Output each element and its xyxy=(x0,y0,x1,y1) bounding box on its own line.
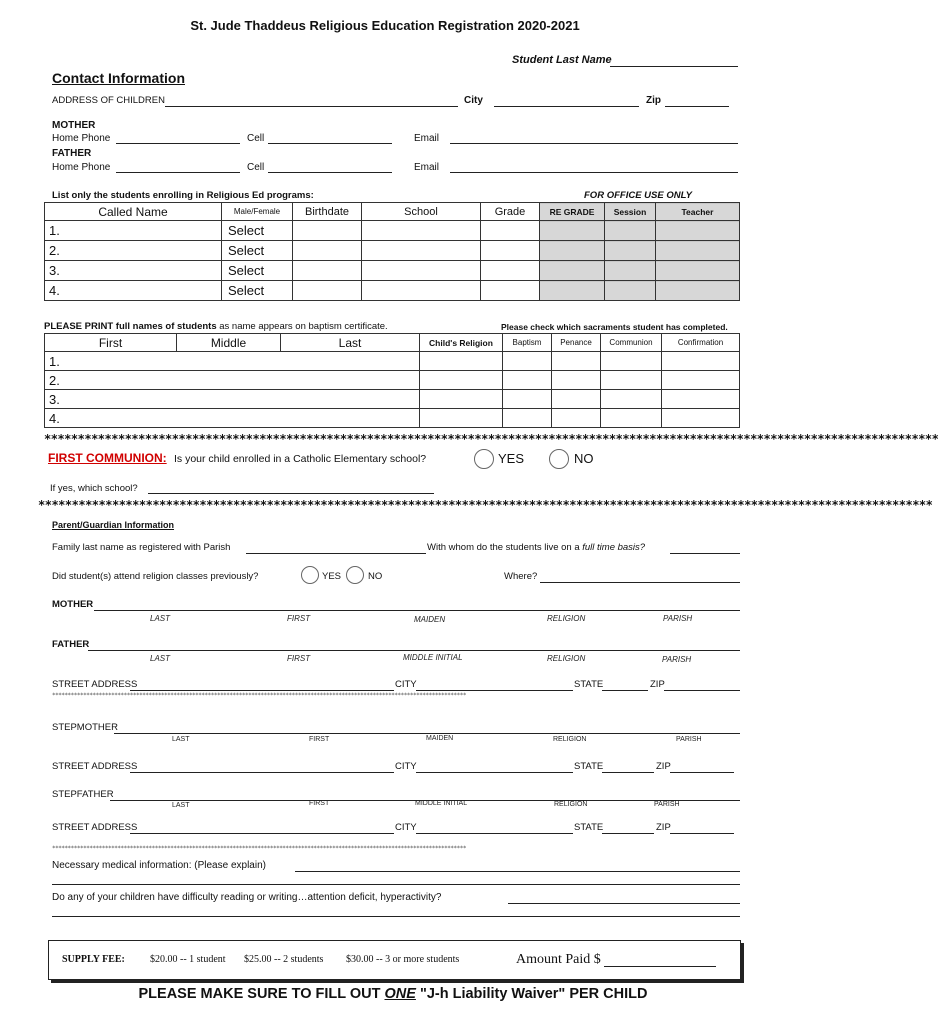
cap-maiden: MAIDEN xyxy=(414,615,446,624)
first-communion-label: FIRST COMMUNION: xyxy=(48,451,167,465)
zip-label-2: ZIP xyxy=(650,679,665,690)
religion-cell[interactable] xyxy=(420,409,503,428)
street-label: STREET ADDRESS xyxy=(52,822,138,833)
office-cell xyxy=(605,221,656,241)
fc-no-radio[interactable] xyxy=(549,449,569,469)
where-field[interactable] xyxy=(540,570,740,583)
grade-cell[interactable] xyxy=(481,281,540,301)
office-cell xyxy=(656,261,740,281)
cap-religion: RELIGION xyxy=(547,654,586,663)
cap-first: FIRST xyxy=(309,736,330,743)
row-number[interactable]: 4. xyxy=(45,409,420,428)
fee-label: SUPPLY FEE: xyxy=(62,954,125,965)
zip-label: Zip xyxy=(646,95,661,106)
office-cell xyxy=(540,261,605,281)
school-cell[interactable] xyxy=(362,221,481,241)
street-field[interactable] xyxy=(130,678,394,691)
stepmother-name-field[interactable] xyxy=(114,721,740,734)
check-cell[interactable] xyxy=(601,352,662,371)
amount-paid-label: Amount Paid $ xyxy=(516,952,601,967)
cap-parish: PARISH xyxy=(654,801,680,808)
mother-home-phone-label: Home Phone xyxy=(52,133,111,144)
col-communion: Communion xyxy=(601,334,662,352)
fc-yes-radio[interactable] xyxy=(474,449,494,469)
check-cell[interactable] xyxy=(552,409,601,428)
religion-cell[interactable] xyxy=(420,371,503,390)
father-email-label: Email xyxy=(414,162,440,173)
contact-heading: Contact Information xyxy=(52,70,185,86)
birthdate-cell[interactable] xyxy=(293,281,362,301)
students-table xyxy=(44,202,740,301)
divider-stars: ************************************************************************************************************************************* xyxy=(52,692,466,699)
fc-no-label: NO xyxy=(574,451,594,466)
office-cell xyxy=(605,241,656,261)
col-confirmation: Confirmation xyxy=(662,334,740,352)
city-label-3: CITY xyxy=(395,761,417,772)
check-cell[interactable] xyxy=(662,390,740,409)
birthdate-cell[interactable] xyxy=(293,241,362,261)
divider-stars: ************************************************************************************************************************************* xyxy=(52,845,466,852)
stepfather-label: STEPFATHER xyxy=(52,789,114,800)
row-number: 1. xyxy=(45,221,222,241)
mother-home-phone-field[interactable] xyxy=(116,131,240,144)
cap-last: LAST xyxy=(172,802,190,809)
attended-no-label: NO xyxy=(368,571,383,582)
table-row xyxy=(45,371,740,390)
cap-last: LAST xyxy=(172,736,190,743)
footer-one: ONE xyxy=(384,986,416,1002)
cap-middle: MIDDLE INITIAL xyxy=(415,800,468,807)
attended-yes-radio[interactable] xyxy=(301,566,319,584)
parent-father-label: FATHER xyxy=(52,639,90,650)
city-label: City xyxy=(464,95,483,106)
grade-cell[interactable] xyxy=(481,261,540,281)
city-field-4[interactable] xyxy=(416,821,573,834)
religion-cell[interactable] xyxy=(420,390,503,409)
check-cell[interactable] xyxy=(662,352,740,371)
footer-pre: PLEASE MAKE SURE TO FILL OUT xyxy=(138,986,385,1002)
birthdate-cell[interactable] xyxy=(293,221,362,241)
parent-heading: Parent/Guardian Information xyxy=(52,520,175,530)
attended-question: Did student(s) attend religion classes previously? xyxy=(52,571,259,582)
address-field[interactable] xyxy=(165,94,458,107)
table-row xyxy=(45,409,740,428)
cap-maiden: MAIDEN xyxy=(426,735,454,742)
zip-label-3: ZIP xyxy=(656,761,671,772)
stepmother-label: STEPMOTHER xyxy=(52,722,118,733)
row-number[interactable]: 2. xyxy=(45,371,420,390)
fee-two: $25.00 -- 2 students xyxy=(244,954,324,965)
col-teacher: Teacher xyxy=(656,203,740,221)
fee-one: $20.00 -- 1 student xyxy=(150,954,226,965)
col-baptism: Baptism xyxy=(503,334,552,352)
check-cell[interactable] xyxy=(552,390,601,409)
medical-field[interactable] xyxy=(295,859,740,872)
state-label: STATE xyxy=(574,761,604,772)
row-number[interactable]: 1. xyxy=(45,352,420,371)
street-label: STREET ADDRESS xyxy=(52,679,138,690)
father-cell-field[interactable] xyxy=(268,160,392,173)
first-communion-question: Is your child enrolled in a Catholic Elementary school? xyxy=(174,453,427,465)
office-cell xyxy=(605,261,656,281)
birthdate-cell[interactable] xyxy=(293,261,362,281)
family-last-name-label: Family last name as registered with Parish xyxy=(52,542,231,553)
city-label-2: CITY xyxy=(395,679,417,690)
cap-first: FIRST xyxy=(287,614,311,623)
cap-first: FIRST xyxy=(287,654,311,663)
family-last-name-field[interactable] xyxy=(246,541,426,554)
names-table xyxy=(44,333,740,428)
father-label: FATHER xyxy=(52,148,92,159)
col-last: Last xyxy=(281,334,420,352)
mother-cell-field[interactable] xyxy=(268,131,392,144)
father-home-phone-label: Home Phone xyxy=(52,162,111,173)
religion-cell[interactable] xyxy=(420,352,503,371)
row-number: 4. xyxy=(45,281,222,301)
difficulty-label: Do any of your children have difficulty reading or writing…attention deficit, hyperactivity? xyxy=(52,892,442,903)
names-intro xyxy=(44,321,388,332)
col-grade: Grade xyxy=(481,203,540,221)
table-row xyxy=(45,390,740,409)
check-cell[interactable] xyxy=(552,352,601,371)
state-label: STATE xyxy=(574,679,604,690)
cap-parish: PARISH xyxy=(662,655,692,664)
mother-cell-label: Cell xyxy=(247,133,265,144)
zip-field[interactable] xyxy=(665,94,729,107)
which-school-field[interactable] xyxy=(148,481,434,494)
col-first: First xyxy=(45,334,177,352)
student-last-name-label: Student Last Name xyxy=(512,54,612,66)
names-intro-rest: as name appears on baptism certificate. xyxy=(216,321,388,332)
zip-label-4: ZIP xyxy=(656,822,671,833)
grade-cell[interactable] xyxy=(481,221,540,241)
medical-label: Necessary medical information: (Please explain) xyxy=(52,860,266,871)
footer-note xyxy=(0,986,786,1002)
check-cell[interactable] xyxy=(662,409,740,428)
office-use-label: FOR OFFICE USE ONLY xyxy=(584,190,693,201)
names-intro-bold: PLEASE PRINT full names of students xyxy=(44,321,217,332)
office-cell xyxy=(656,281,740,301)
office-cell xyxy=(540,241,605,261)
father-home-phone-field[interactable] xyxy=(116,160,240,173)
attended-no-radio[interactable] xyxy=(346,566,364,584)
school-cell[interactable] xyxy=(362,261,481,281)
table-row xyxy=(45,221,740,241)
check-cell[interactable] xyxy=(503,352,552,371)
cap-parish: PARISH xyxy=(676,736,702,743)
father-email-field[interactable] xyxy=(450,160,738,173)
city-field[interactable] xyxy=(494,94,639,107)
gender-select[interactable]: Select xyxy=(222,241,293,261)
office-cell xyxy=(656,221,740,241)
check-cell[interactable] xyxy=(601,371,662,390)
page-title: St. Jude Thaddeus Religious Education Registration 2020-2021 xyxy=(190,18,580,33)
city-field-2[interactable] xyxy=(416,678,573,691)
gender-select[interactable]: Select xyxy=(222,221,293,241)
zip-field-4[interactable] xyxy=(670,821,734,834)
office-cell xyxy=(605,281,656,301)
office-cell xyxy=(540,281,605,301)
check-cell[interactable] xyxy=(503,390,552,409)
cap-middle: MIDDLE INITIAL xyxy=(403,653,463,662)
footer-post: "J-h Liability Waiver" PER CHILD xyxy=(415,986,648,1002)
where-label: Where? xyxy=(504,571,538,582)
medical-line-2[interactable] xyxy=(52,884,740,885)
office-cell xyxy=(656,241,740,261)
live-with-italic: full time basis? xyxy=(582,542,646,553)
col-gender: Male/Female xyxy=(222,203,293,221)
mother-label: MOTHER xyxy=(52,120,96,131)
difficulty-field[interactable] xyxy=(508,891,740,904)
row-number[interactable]: 3. xyxy=(45,390,420,409)
mother-name-field[interactable] xyxy=(94,598,740,611)
col-school: School xyxy=(362,203,481,221)
city-field-3[interactable] xyxy=(416,760,573,773)
live-with-text: With whom do the students live on a xyxy=(427,542,583,553)
father-name-field[interactable] xyxy=(88,638,740,651)
students-intro: List only the students enrolling in Religious Ed programs: xyxy=(52,190,314,201)
cap-last: LAST xyxy=(150,654,171,663)
mother-email-label: Email xyxy=(414,133,440,144)
state-label: STATE xyxy=(574,822,604,833)
cap-religion: RELIGION xyxy=(553,736,587,743)
live-with-label xyxy=(427,542,645,553)
table-row xyxy=(45,241,740,261)
col-session: Session xyxy=(605,203,656,221)
col-birthdate: Birthdate xyxy=(293,203,362,221)
cap-religion: RELIGION xyxy=(554,801,588,808)
check-cell[interactable] xyxy=(503,371,552,390)
divider-stars: ************************************************************************************************************************************* xyxy=(44,432,938,446)
row-number: 3. xyxy=(45,261,222,281)
state-field[interactable] xyxy=(602,821,654,834)
which-school-label: If yes, which school? xyxy=(50,483,138,494)
cap-first: FIRST xyxy=(309,800,330,807)
parent-mother-label: MOTHER xyxy=(52,599,94,610)
street-field[interactable] xyxy=(130,760,394,773)
school-cell[interactable] xyxy=(362,241,481,261)
check-cell[interactable] xyxy=(601,409,662,428)
divider-stars: ************************************************************************************************************************************* xyxy=(38,498,933,512)
check-cell[interactable] xyxy=(552,371,601,390)
fc-yes-label: YES xyxy=(498,451,525,466)
gender-select[interactable]: Select xyxy=(222,281,293,301)
check-cell[interactable] xyxy=(503,409,552,428)
live-with-field[interactable] xyxy=(670,541,740,554)
amount-paid-field[interactable] xyxy=(604,952,716,967)
state-field[interactable] xyxy=(602,760,654,773)
address-label: ADDRESS OF CHILDREN xyxy=(52,95,165,106)
cap-last: LAST xyxy=(150,614,171,623)
fee-three: $30.00 -- 3 or more students xyxy=(346,954,460,965)
col-religion: Child's Religion xyxy=(420,334,503,352)
city-label-4: CITY xyxy=(395,822,417,833)
mother-email-field[interactable] xyxy=(450,131,738,144)
attended-yes-label: YES xyxy=(322,571,342,582)
col-called-name: Called Name xyxy=(45,203,222,221)
street-label: STREET ADDRESS xyxy=(52,761,138,772)
check-cell[interactable] xyxy=(601,390,662,409)
zip-field-3[interactable] xyxy=(670,760,734,773)
gender-select[interactable]: Select xyxy=(222,261,293,281)
office-cell xyxy=(540,221,605,241)
col-re-grade: RE GRADE xyxy=(540,203,605,221)
state-field[interactable] xyxy=(602,678,648,691)
table-row xyxy=(45,261,740,281)
cap-parish: PARISH xyxy=(663,614,693,623)
col-penance: Penance xyxy=(552,334,601,352)
table-row xyxy=(45,281,740,301)
row-number: 2. xyxy=(45,241,222,261)
school-cell[interactable] xyxy=(362,281,481,301)
grade-cell[interactable] xyxy=(481,241,540,261)
student-last-name-field[interactable] xyxy=(610,54,738,67)
cap-religion: RELIGION xyxy=(547,614,586,623)
table-row xyxy=(45,352,740,371)
check-cell[interactable] xyxy=(662,371,740,390)
difficulty-line-2[interactable] xyxy=(52,916,740,917)
col-middle: Middle xyxy=(177,334,281,352)
zip-field-2[interactable] xyxy=(664,678,740,691)
father-cell-label: Cell xyxy=(247,162,265,173)
sacraments-note: Please check which sacraments student has completed. xyxy=(501,322,728,332)
street-field[interactable] xyxy=(130,821,394,834)
